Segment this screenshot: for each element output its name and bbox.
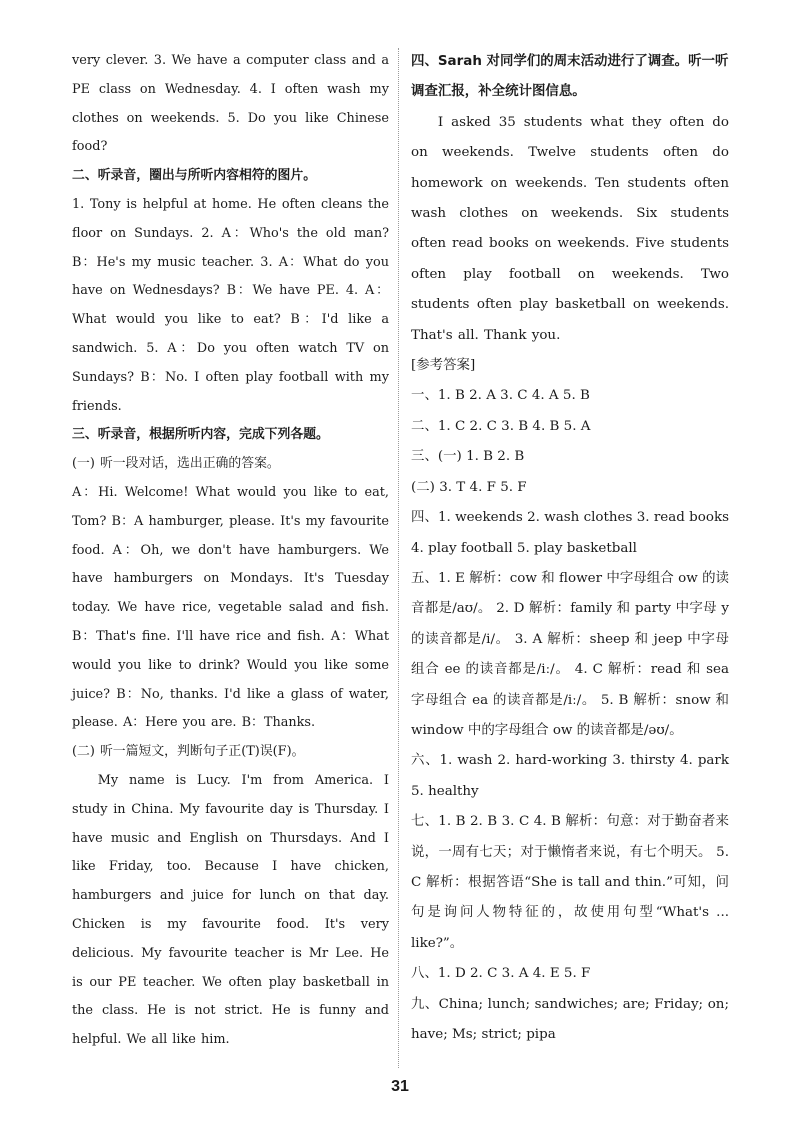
passage-paragraph: My name is Lucy. I'm from America. I study in China. My favourite day is Thursday. I have music and English on Thursdays. And I like Friday, too. Because I have chicken, hamburgers and juice for lunch on that day. Chicken is my favourite food. It's very delicious. My favourite teacher is Mr Lee. He is our PE teacher. We often play basketball in the class. He is not strict. He is funny and helpful. We all like him.	[72, 772, 389, 1048]
page-number: 31	[391, 1078, 409, 1095]
section-heading-2: 二、听录音，圈出与所听内容相符的图片。	[72, 168, 317, 184]
answer-line: 八、1. D 2. C 3. A 4. E 5. F	[411, 966, 591, 982]
answer-line: 三、(一) 1. B 2. B	[411, 449, 525, 465]
right-column	[411, 47, 729, 1050]
answer-line: (二) 3. T 4. F 5. F	[411, 479, 527, 495]
answer-line: 九、China; lunch; sandwiches; are; Friday; on; have; Ms; strict; pipa	[411, 996, 729, 1042]
answer-line: 一、1. B 2. A 3. C 4. A 5. B	[411, 388, 590, 404]
section-heading-4: 四、Sarah 对同学们的周末活动进行了调查。听一听调查汇报，补全统计图信息。	[411, 54, 729, 100]
section-heading-3: 三、听录音，根据所听内容，完成下列各题。	[72, 427, 329, 443]
answer-line: 二、1. C 2. C 3. B 4. B 5. A	[411, 418, 591, 434]
transcript-paragraph-1: very clever. 3. We have a computer class and a PE class on Wednesday. 4. I often wash my clothes on weekends. 5. Do you like Chinese food?	[72, 53, 389, 155]
subsection-heading-1: (一) 听一段对话，选出正确的答案。	[72, 456, 280, 472]
answer-key-header: [参考答案]	[411, 358, 476, 374]
dialogue-paragraph: A：Hi. Welcome! What would you like to eat, Tom? B：A hamburger, please. It's my favourite food. A：Oh, we don't have hamburgers. We have hamburgers on Mondays. It's Tuesday today. We have rice, vegetable salad and fish. B：That's fine. I'll have rice and fish. A：What would you like to drink? Would you like some juice? B：No, thanks. I'd like a glass of water, please. A：Here you are. B：Thanks.	[72, 484, 389, 731]
answer-line: 五、1. E 解析：cow 和 flower 中字母组合 ow 的读音都是/aʊ/。 2. D 解析：family 和 party 中字母 y 的读音都是/i/。 3. A 解析：sheep 和 jeep 中字母组合 ee 的读音都是/iː/。 4. C 解析：read 和 sea 字母组合 ea 的读音都是/iː/。 5. B 解析：snow 和 window 中的字母组合 ow 的读音都是/əʊ/。	[411, 570, 729, 738]
survey-paragraph: I asked 35 students what they often do on weekends. Twelve students often do homework on weekends. Ten students often wash clothes on weekends. Six students often read books on weekends. Five students often play football on weekends. Two students often play basketball on weekends. That's all. Thank you.	[411, 114, 729, 343]
subsection-heading-2: (二) 听一篇短文，判断句子正(T)误(F)。	[72, 744, 305, 760]
left-column	[72, 47, 389, 1055]
answer-line: 七、1. B 2. B 3. C 4. B 解析：句意：对于勤奋者来说，一周有七天；对于懒惰者来说，有七个明天。 5. C 解析：根据答语“She is tall and thin.”可知，问句是询问人物特征的，故使用句型“What's ... like?”。	[411, 814, 729, 951]
answer-line: 六、1. wash 2. hard-working 3. thirsty 4. park 5. healthy	[411, 753, 729, 799]
answer-line: 四、1. weekends 2. wash clothes 3. read books 4. play football 5. play basketball	[411, 510, 729, 556]
transcript-paragraph-2: 1. Tony is helpful at home. He often cleans the floor on Sundays. 2. A：Who's the old man? B：He's my music teacher. 3. A：What do you have on Wednesdays? B：We have PE. 4. A：What would you like to eat? B：I'd like a sandwich. 5. A：Do you often watch TV on Sundays? B：No. I often play football with my friends.	[72, 196, 389, 414]
column-divider	[398, 48, 399, 1068]
